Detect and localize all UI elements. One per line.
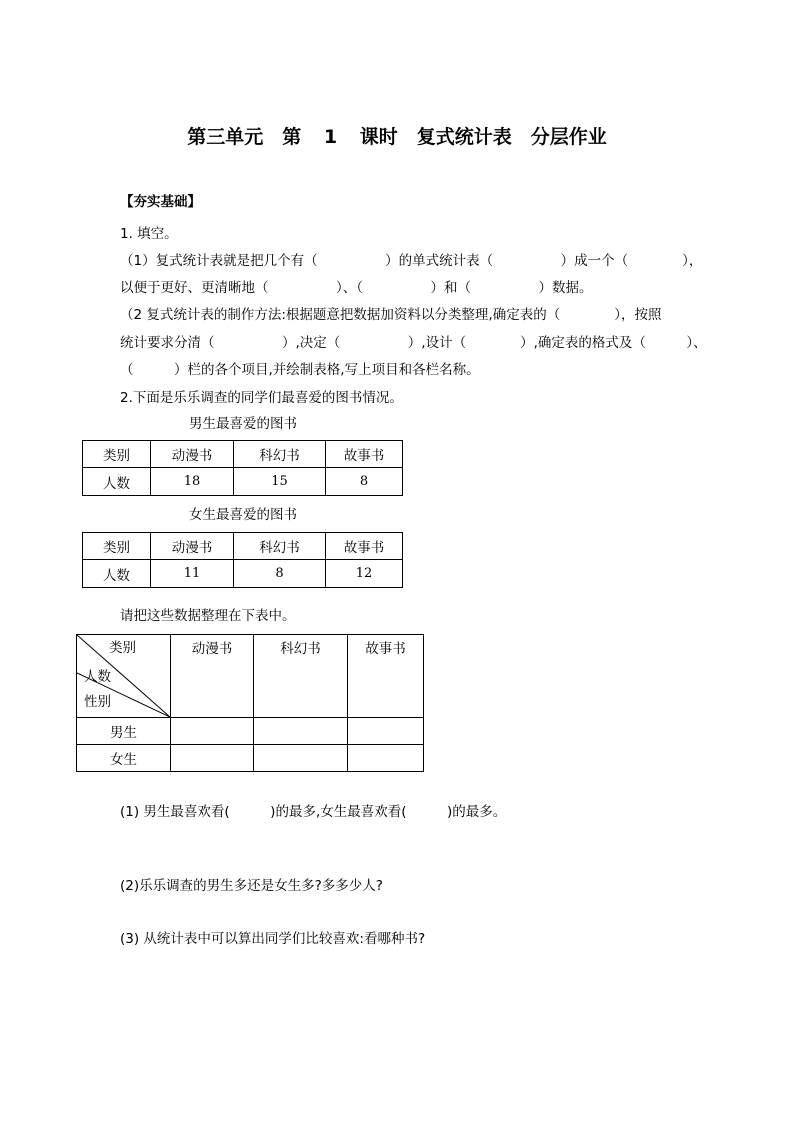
table-cell-value: 11: [151, 560, 234, 588]
page-title: 第三单元 第 1 课时 复式统计表 分层作业: [187, 126, 607, 148]
question-1-line-3: （2 复式统计表的制作方法:根据题意把数据加资料以分类整理,确定表的（ ），按照: [120, 307, 662, 323]
table-cell-value: 18: [151, 468, 234, 496]
table-header-cell: 动漫书: [151, 533, 234, 560]
answer-cell[interactable]: [254, 718, 348, 745]
corner-gender-label: 性别: [84, 694, 111, 710]
answer-cell[interactable]: [171, 718, 254, 745]
row-label-boys: 男生: [77, 718, 171, 745]
question-2-intro: 2.下面是乐乐调查的同学们最喜爱的图书情况。: [120, 390, 403, 406]
category-header: 故事书: [348, 635, 424, 718]
table-cell-value: 15: [234, 468, 326, 496]
table-row-label: 人数: [83, 468, 151, 496]
boys-table: [82, 440, 403, 496]
question-1-line-5: （ ）栏的各个项目,并绘制表格,写上项目和各栏名称。: [120, 362, 480, 378]
table-cell-value: 8: [234, 560, 326, 588]
category-header: 科幻书: [254, 635, 348, 718]
table-cell-value: 12: [326, 560, 403, 588]
table-header-cell: 类别: [83, 441, 151, 468]
table-row-label: 人数: [83, 560, 151, 588]
answer-cell[interactable]: [348, 718, 424, 745]
answer-cell[interactable]: [348, 745, 424, 772]
table-header-cell: 科幻书: [234, 441, 326, 468]
question-1-heading: 1. 填空。: [120, 226, 178, 242]
sub-question-2: (2)乐乐调查的男生多还是女生多?多多少人?: [120, 878, 383, 894]
table-cell-value: 8: [326, 468, 403, 496]
sub-question-1: (1) 男生最喜欢看( )的最多,女生最喜欢看( )的最多。: [120, 804, 507, 820]
question-2-instruction: 请把这些数据整理在下表中。: [120, 608, 296, 624]
corner-count-label: 人数: [84, 669, 111, 685]
boys-table-caption: 男生最喜爱的图书: [189, 416, 297, 432]
category-header: 动漫书: [171, 635, 254, 718]
question-1-line-4: 统计要求分清（ ）,决定（ ）,设计（ ）,确定表的格式及（ ）、: [120, 335, 707, 351]
question-1-line-1: （1）复式统计表就是把几个有（ ）的单式统计表（ ）成一个（ ），: [120, 253, 703, 269]
table-header-cell: 故事书: [326, 441, 403, 468]
table-header-cell: 动漫书: [151, 441, 234, 468]
diagonal-header-cell: [77, 635, 171, 718]
combined-table: [76, 634, 424, 772]
table-header-cell: 科幻书: [234, 533, 326, 560]
section-label: 【夯实基础】: [120, 194, 201, 210]
answer-cell[interactable]: [254, 745, 348, 772]
row-label-girls: 女生: [77, 745, 171, 772]
question-1-line-2: 以便于更好、更清晰地（ ）、（ ）和（ ）数据。: [120, 280, 593, 296]
answer-cell[interactable]: [171, 745, 254, 772]
corner-category-label: 类别: [109, 640, 136, 656]
sub-question-3: (3) 从统计表中可以算出同学们比较喜欢:看哪种书?: [120, 931, 426, 947]
table-header-cell: 类别: [83, 533, 151, 560]
girls-table-caption: 女生最喜爱的图书: [189, 507, 297, 523]
girls-table: [82, 532, 403, 588]
table-header-cell: 故事书: [326, 533, 403, 560]
